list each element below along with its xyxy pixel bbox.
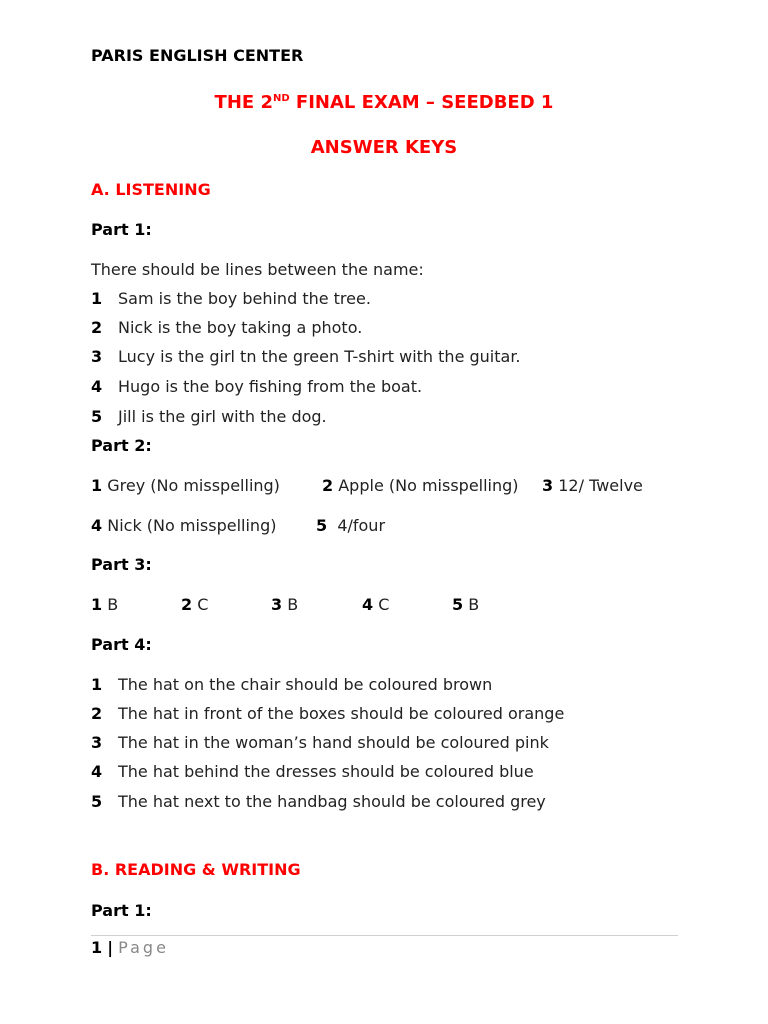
answer-item: [362, 595, 389, 614]
answer-number: 3: [542, 476, 554, 495]
exam-title-superscript: ND: [272, 93, 290, 104]
answer-text: C: [197, 595, 209, 614]
item-number: 2: [91, 704, 103, 723]
listening-heading: A. LISTENING: [91, 180, 211, 199]
exam-title: [0, 92, 768, 113]
answer-number: 1: [91, 595, 103, 614]
answer-item: [316, 516, 385, 535]
item-number: 1: [91, 289, 103, 308]
item-number: 5: [91, 407, 103, 426]
item-text: The hat in front of the boxes should be coloured orange: [118, 704, 565, 723]
item-number: 1: [91, 675, 103, 694]
answer-text: Nick (No misspelling): [107, 516, 277, 535]
answer-number: 2: [322, 476, 334, 495]
answer-text: B: [468, 595, 480, 614]
item-number: 3: [91, 733, 103, 752]
footer-separator: |: [107, 938, 114, 957]
answer-item: [322, 476, 519, 495]
answer-text: B: [107, 595, 119, 614]
item-number: 2: [91, 318, 103, 337]
answer-number: 3: [271, 595, 283, 614]
page-number: 1: [91, 938, 103, 957]
item-text: Sam is the boy behind the tree.: [118, 289, 371, 308]
item-text: Hugo is the boy fishing from the boat.: [118, 377, 423, 396]
listening-part2-label: Part 2:: [91, 436, 152, 455]
answer-item: [542, 476, 643, 495]
answer-number: 5: [452, 595, 464, 614]
page-footer: [91, 938, 169, 957]
answer-text: Grey (No misspelling): [107, 476, 280, 495]
answer-keys-title: ANSWER KEYS: [310, 137, 458, 158]
exam-title-rest: FINAL EXAM – SEEDBED 1: [289, 92, 554, 113]
answer-item: [271, 595, 298, 614]
item-text: The hat in the woman’s hand should be coloured pink: [118, 733, 549, 752]
answer-text: B: [287, 595, 299, 614]
answer-number: 5: [316, 516, 328, 535]
reading-writing-heading: B. READING & WRITING: [91, 860, 301, 879]
answer-item: [91, 516, 276, 535]
page-word: Page: [118, 938, 169, 957]
listening-part3-label: Part 3:: [91, 555, 152, 574]
item-number: 3: [91, 347, 103, 366]
item-text: Lucy is the girl tn the green T-shirt with the guitar.: [118, 347, 521, 366]
reading-part1-label: Part 1:: [91, 901, 152, 920]
answer-text: 12/ Twelve: [558, 476, 643, 495]
footer-divider: [91, 935, 678, 936]
listening-part1-label: Part 1:: [91, 220, 152, 239]
answer-item: [181, 595, 208, 614]
item-number: 4: [91, 377, 103, 396]
item-text: Jill is the girl with the dog.: [118, 407, 327, 426]
item-text: The hat behind the dresses should be coloured blue: [118, 762, 534, 781]
exam-title-prefix: THE 2: [214, 92, 273, 113]
answer-text: Apple (No misspelling): [338, 476, 519, 495]
item-text: The hat next to the handbag should be coloured grey: [118, 792, 546, 811]
listening-part4-label: Part 4:: [91, 635, 152, 654]
answer-item: [91, 595, 118, 614]
answer-text: 4/four: [337, 516, 386, 535]
answer-text: C: [378, 595, 390, 614]
item-number: 5: [91, 792, 103, 811]
school-name: PARIS ENGLISH CENTER: [91, 46, 304, 65]
answer-number: 4: [362, 595, 374, 614]
answer-number: 2: [181, 595, 193, 614]
item-text: Nick is the boy taking a photo.: [118, 318, 363, 337]
answer-number: 1: [91, 476, 103, 495]
answer-item: [452, 595, 479, 614]
answer-item: [91, 476, 280, 495]
listening-part1-intro: There should be lines between the name:: [91, 260, 424, 279]
answer-number: 4: [91, 516, 103, 535]
item-text: The hat on the chair should be coloured brown: [118, 675, 493, 694]
item-number: 4: [91, 762, 103, 781]
